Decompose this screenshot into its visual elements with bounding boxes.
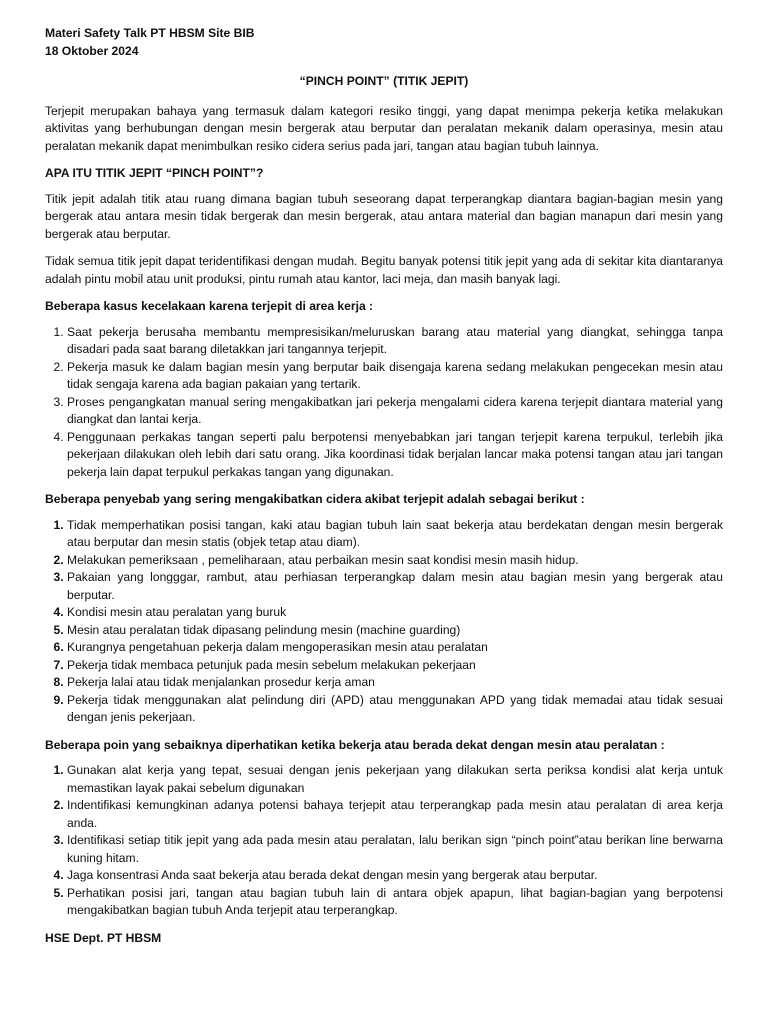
section1-heading: APA ITU TITIK JEPIT “PINCH POINT”? xyxy=(45,166,264,180)
header-date: 18 Oktober 2024 xyxy=(45,43,139,58)
list-item: 5. Perhatikan posisi jari, tangan atau bagian tubuh lain di antara objek apapun, lihat bagian-bagian yang berpotensi mengakibatkan bagian tubuh Anda terjepit atau terperangkap. xyxy=(67,885,723,920)
list-item: 3. Proses pengangkatan manual sering mengakibatkan jari pekerja mengalami cidera karena terjepit diantara material yang diangkat dan lantai kerja. xyxy=(67,394,723,429)
section2-list xyxy=(45,324,723,482)
intro-paragraph: Terjepit merupakan bahaya yang termasuk dalam kategori resiko tinggi, yang dapat menimpa pekerja ketika melakukan aktivitas yang berhubungan dengan mesin bergerak atau berputar dan peralatan mekanik dalam operasinya, mesin atau peralatan mekanik dapat menimbulkan resiko cidera serius pada jari, tangan atau bagian tubuh lainnya. xyxy=(45,103,723,153)
document-header xyxy=(45,25,723,60)
section4-heading: Beberapa poin yang sebaiknya diperhatikan ketika bekerja atau berada dekat dengan mesin atau peralatan : xyxy=(45,737,665,752)
list-item: 6. Kurangnya pengetahuan pekerja dalam mengoperasikan mesin atau peralatan xyxy=(67,639,723,657)
list-item: 8. Pekerja lalai atau tidak menjalankan prosedur kerja aman xyxy=(67,674,723,692)
list-item: 2. Pekerja masuk ke dalam bagian mesin yang berputar baik disengaja karena sedang melakukan pengecekan mesin atau tidak sengaja karena ada bagian pakaian yang tertarik. xyxy=(67,359,723,394)
section1-paragraph: Titik jepit adalah titik atau ruang dimana bagian tubuh seseorang dapat terperangkap diantara bagian-bagian mesin yang bergerak atau antara mesin tidak bergerak dan mesin bergerak, atau antara material dan bagian manapun dari mesin yang bergerak atau berputar. xyxy=(45,191,723,241)
list-item: 2. Indentifikasi kemungkinan adanya potensi bahaya terjepit atau terperangkap pada mesin atau peralatan di area kerja anda. xyxy=(67,797,723,832)
header-title: Materi Safety Talk PT HBSM Site BIB xyxy=(45,26,255,40)
list-item: 4. Penggunaan perkakas tangan seperti palu berpotensi menyebabkan jari tangan terjepit karena terpukul, terlebih jika pekerjaan dilakukan oleh lebih dari satu orang. Jika koordinasi tidak berjalan lancar maka potensi tangan atau jari tangan pekerja lain dapat terpukul perkakas tangan yang digunakan. xyxy=(67,429,723,482)
list-item: 4. Kondisi mesin atau peralatan yang buruk xyxy=(67,604,723,622)
list-item: 1. Saat pekerja berusaha membantu mempresisikan/meluruskan barang atau material yang diangkat, sehingga tanpa disadari pada saat barang diletakkan jari tangannya terjepit. xyxy=(67,324,723,359)
section2-heading: Beberapa kasus kecelakaan karena terjepit di area kerja : xyxy=(45,299,374,313)
list-item: 3. Identifikasi setiap titik jepit yang ada pada mesin atau peralatan, lalu berikan sign “pinch point”atau berikan line berwarna kuning hitam. xyxy=(67,832,723,867)
list-item: 1. Gunakan alat kerja yang tepat, sesuai dengan jenis pekerjaan yang dilakukan serta periksa kondisi alat kerja untuk memastikan layak pakai sebelum digunakan xyxy=(67,762,723,797)
section4-list xyxy=(45,762,723,920)
list-item: 3. Pakaian yang longggar, rambut, atau perhiasan terperangkap dalam mesin atau bagian mesin yang bergerak atau berputar. xyxy=(67,569,723,604)
list-item: 7. Pekerja tidak membaca petunjuk pada mesin sebelum melakukan pekerjaan xyxy=(67,657,723,675)
section1-paragraph: Tidak semua titik jepit dapat teridentifikasi dengan mudah. Begitu banyak potensi titik jepit yang ada di sekitar kita diantaranya adalah pintu mobil atau unit produksi, pintu rumah atau kantor, laci meja, dan masih banyak lagi. xyxy=(45,254,723,286)
section3-heading: Beberapa penyebab yang sering mengakibatkan cidera akibat terjepit adalah sebagai berikut : xyxy=(45,492,585,506)
list-item: 4. Jaga konsentrasi Anda saat bekerja atau berada dekat dengan mesin yang bergerak atau berputar. xyxy=(67,867,723,885)
document-footer: HSE Dept. PT HBSM xyxy=(45,930,162,945)
document-title: “PINCH POINT” (TITIK JEPIT) xyxy=(299,74,469,88)
list-item: 2. Melakukan pemeriksaan , pemeliharaan, atau perbaikan mesin saat kondisi mesin masih hidup. xyxy=(67,552,723,570)
section3-list xyxy=(45,517,723,727)
list-item: 5. Mesin atau peralatan tidak dipasang pelindung mesin (machine guarding) xyxy=(67,622,723,640)
list-item: 1. Tidak memperhatikan posisi tangan, kaki atau bagian tubuh lain saat bekerja atau berdekatan dengan mesin bergerak atau berputar dan mesin statis (objek tetap atau diam). xyxy=(67,517,723,552)
list-item: 9. Pekerja tidak menggunakan alat pelindung diri (APD) atau menggunakan APD yang tidak memadai atau tidak sesuai dengan jenis pekerjaan. xyxy=(67,692,723,727)
